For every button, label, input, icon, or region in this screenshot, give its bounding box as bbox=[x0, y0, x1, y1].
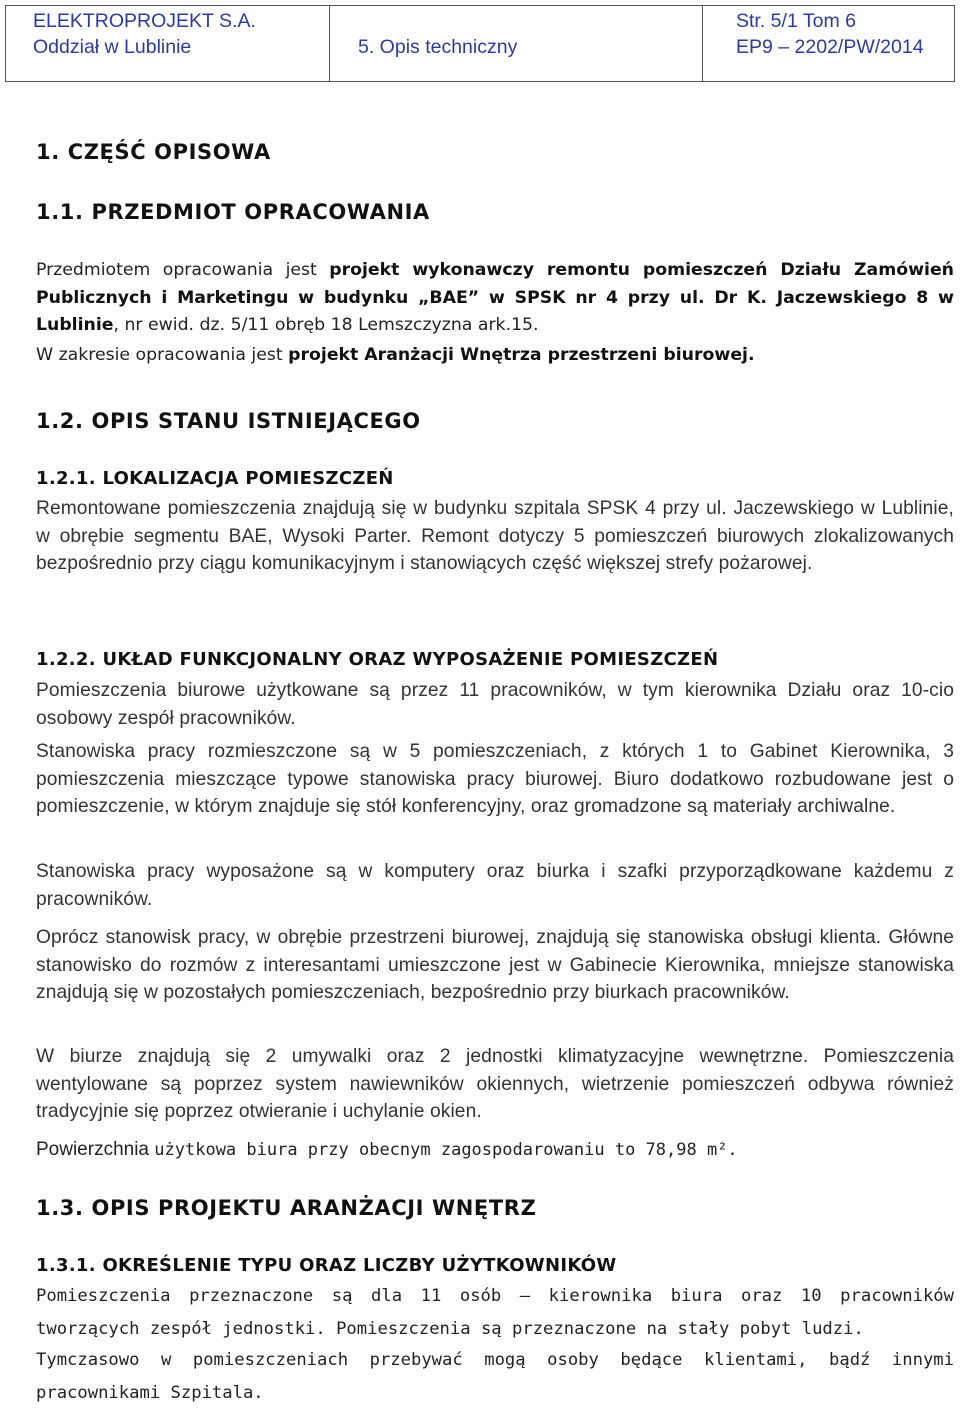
heading-czesc-opisowa: 1. CZĘŚĆ OPISOWA bbox=[36, 140, 271, 164]
header-page: Str. 5/1 Tom 6 bbox=[736, 10, 856, 32]
paragraph-powierzchnia-label: Powierzchnia bbox=[36, 1139, 155, 1160]
header-section: 5. Opis techniczny bbox=[358, 36, 518, 58]
header-company: ELEKTROPROJEKT S.A. bbox=[33, 10, 256, 32]
paragraph-powierzchnia-value: użytkowa biura przy obecnym zagospodarowaniu to 78,98 m². bbox=[154, 1140, 738, 1160]
paragraph-przedmiot-bold: projekt wykonawczy remontu pomieszczeń Działu Zamówień Publicznych i Marketingu w budynku „BAE” w SPSK nr 4 przy ul. Dr K. Jaczewskiego 8 w Lublinie bbox=[36, 260, 954, 335]
heading-uklad-funkcjonalny: 1.2.2. UKŁAD FUNKCJONALNY ORAZ WYPOSAŻENIE POMIESZCZEŃ bbox=[36, 649, 719, 670]
header-doc-number: EP9 – 2202/PW/2014 bbox=[736, 36, 924, 58]
paragraph-lokalizacja: Remontowane pomieszczenia znajdują się w budynku szpitala SPSK 4 przy ul. Jaczewskiego w Lublinie, w obrębie segmentu BAE, Wysoki Parter. Remont dotyczy 5 pomieszczeń biurowych zlokalizowanych bezpośrednio przy ciągu komunikacyjnym i stanowiących część większej strefy pożarowej. bbox=[36, 498, 954, 574]
paragraph-uklad-5: W biurze znajdują się 2 umywalki oraz 2 jednostki klimatyzacyjne wewnętrzne. Pomieszczenia wentylowane są poprzez system nawiewników okiennych, wietrzenie pomieszczeń odbywa również tradycyjnie się poprzez otwieranie i uchylanie okien. bbox=[36, 1046, 954, 1122]
paragraph-uzytkownicy-1: Pomieszczenia przeznaczone są dla 11 osób – kierownika biura oraz 10 pracowników tworzących zespół jednostki. Pomieszczenia są przeznaczone na stały pobyt ludzi. bbox=[36, 1286, 954, 1339]
paragraph-uklad-2: Stanowiska pracy rozmieszczone są w 5 pomieszczeniach, z których 1 to Gabinet Kierownika, 3 pomieszczenia mieszczące typowe stanowiska pracy biurowej. Biuro dodatkowo rozbudowane jest o pomieszczenie, w którym znajduje się stół konferencyjny, oraz gromadzone są materiały archiwalne. bbox=[36, 741, 954, 817]
paragraph-uzytkownicy-2: Tymczasowo w pomieszczeniach przebywać mogą osoby będące klientami, bądź innymi pracownikami Szpitala. bbox=[36, 1350, 954, 1403]
header-section-cell bbox=[330, 6, 703, 82]
heading-typ-uzytkownikow: 1.3.1. OKREŚLENIE TYPU ORAZ LICZBY UŻYTKOWNIKÓW bbox=[36, 1255, 617, 1276]
heading-przedmiot-opracowania: 1.1. PRZEDMIOT OPRACOWANIA bbox=[36, 200, 430, 224]
paragraph-powierzchnia bbox=[36, 1136, 954, 1165]
header-branch: Oddział w Lublinie bbox=[33, 36, 192, 58]
paragraph-uklad-4: Oprócz stanowisk pracy, w obrębie przestrzeni biurowej, znajdują się stanowiska obsługi klienta. Główne stanowisko do rozmów z interesantami umieszczone jest w Gabinecie Kierownika, mniejsze stanowiska znajdują się w pozostałych pomieszczeniach, bezpośrednio przy biurkach pracowników. bbox=[36, 927, 954, 1003]
heading-lokalizacja: 1.2.1. LOKALIZACJA POMIESZCZEŃ bbox=[36, 468, 394, 489]
paragraph-przedmiot-text: Przedmiotem opracowania jest bbox=[36, 260, 330, 280]
paragraph-zakres bbox=[36, 342, 954, 370]
header-page-cell bbox=[703, 6, 955, 82]
paragraph-uklad-3: Stanowiska pracy wyposażone są w komputery oraz biurka i szafki przyporządkowane każdemu z pracowników. bbox=[36, 861, 954, 910]
paragraph-zakres-text: W zakresie opracowania jest bbox=[36, 345, 289, 365]
paragraph-przedmiot-tail: , nr ewid. dz. 5/11 obręb 18 Lemszczyzna ark.15. bbox=[113, 315, 539, 335]
header-company-cell bbox=[6, 6, 330, 82]
paragraph-zakres-bold: projekt Aranżacji Wnętrza przestrzeni biurowej. bbox=[288, 345, 755, 365]
heading-opis-stanu: 1.2. OPIS STANU ISTNIEJĄCEGO bbox=[36, 409, 421, 433]
paragraph-przedmiot bbox=[36, 257, 954, 340]
heading-opis-projektu: 1.3. OPIS PROJEKTU ARANŻACJI WNĘTRZ bbox=[36, 1196, 537, 1220]
document-header bbox=[5, 5, 955, 82]
paragraph-uklad-1: Pomieszczenia biurowe użytkowane są przez 11 pracowników, w tym kierownika Działu oraz 10-cio osobowy zespół pracowników. bbox=[36, 680, 954, 729]
